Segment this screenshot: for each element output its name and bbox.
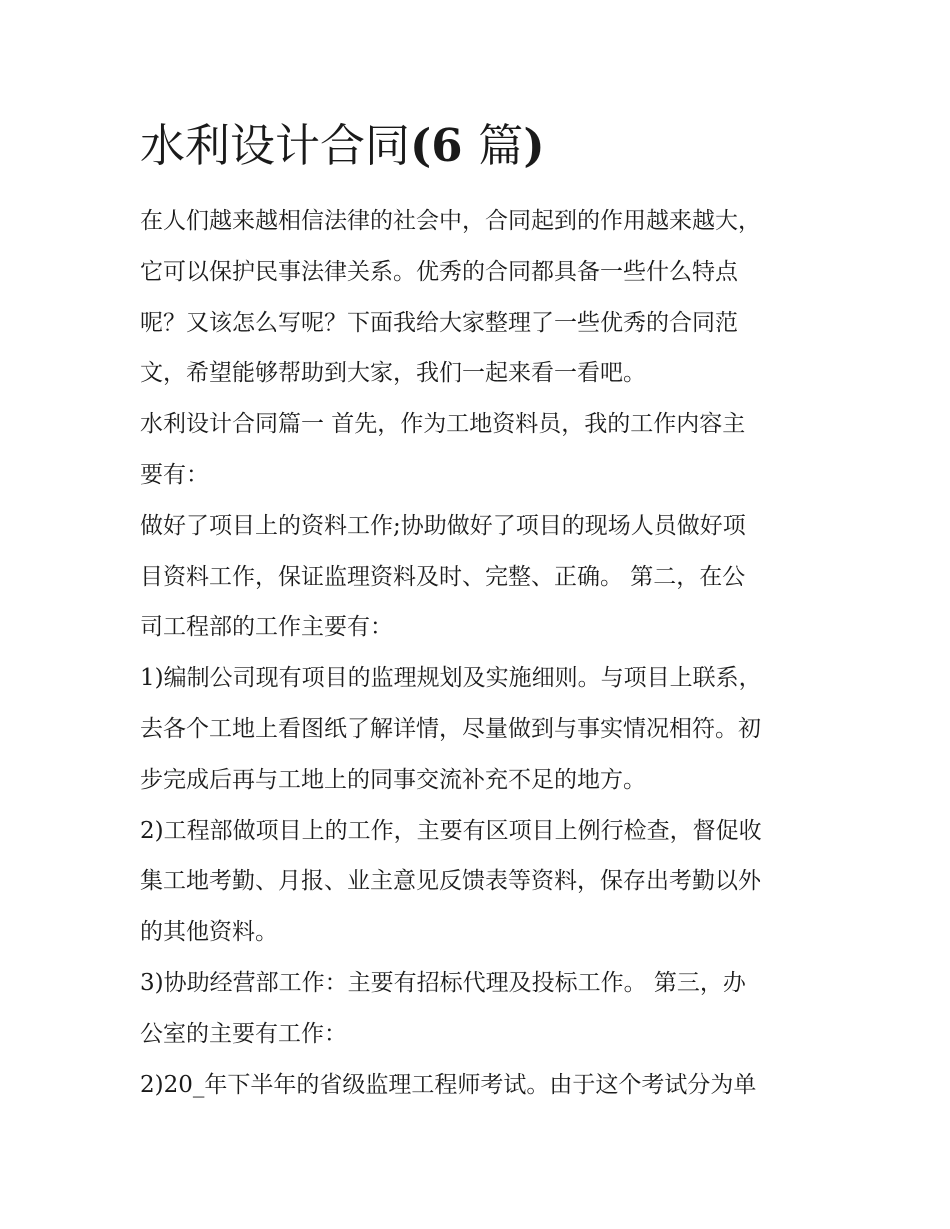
title-close: ): [523, 119, 545, 172]
body-line: 2)20_年下半年的省级监理工程师考试。由于这个考试分为单: [140, 1071, 757, 1098]
title-count: (6: [410, 119, 479, 172]
body-line: 目资料工作，保证监理资料及时、完整、正确。 第二，在公: [140, 563, 746, 590]
body-line: 1)编制公司现有项目的监理规划及实施细则。与项目上联系，: [140, 665, 762, 692]
body-line: 的其他资料。: [140, 919, 278, 946]
body-line: 司工程部的工作主要有：: [140, 614, 393, 641]
body-line: 它可以保护民事法律关系。优秀的合同都具备一些什么特点: [140, 258, 738, 285]
body-line: 2)工程部做项目上的工作，主要有区项目上例行检查，督促收: [140, 817, 762, 844]
document-body: [140, 196, 820, 1110]
body-line: 要有：: [140, 461, 209, 488]
body-line: 文，希望能够帮助到大家，我们一起来看一看吧。: [140, 360, 646, 387]
title-main: 水利设计合同: [140, 119, 411, 172]
body-line: 呢？又该怎么写呢？下面我给大家整理了一些优秀的合同范: [140, 309, 738, 336]
document-title: [140, 116, 545, 176]
body-line: 公室的主要有工作：: [140, 1020, 347, 1047]
body-line: 步完成后再与工地上的同事交流补充不足的地方。: [140, 766, 646, 793]
body-line: 去各个工地上看图纸了解详情，尽量做到与事实情况相符。初: [140, 715, 761, 742]
body-line: 做好了项目上的资料工作;协助做好了项目的现场人员做好项: [140, 512, 746, 539]
title-unit: 篇: [478, 119, 524, 172]
body-line: 在人们越来越相信法律的社会中，合同起到的作用越来越大，: [140, 208, 761, 234]
body-line: 水利设计合同篇一 首先，作为工地资料员，我的工作内容主: [140, 411, 746, 438]
body-line: 集工地考勤、月报、业主意见反馈表等资料，保存出考勤以外: [140, 868, 761, 895]
body-line: 3)协助经营部工作：主要有招标代理及投标工作。 第三，办: [140, 969, 746, 996]
